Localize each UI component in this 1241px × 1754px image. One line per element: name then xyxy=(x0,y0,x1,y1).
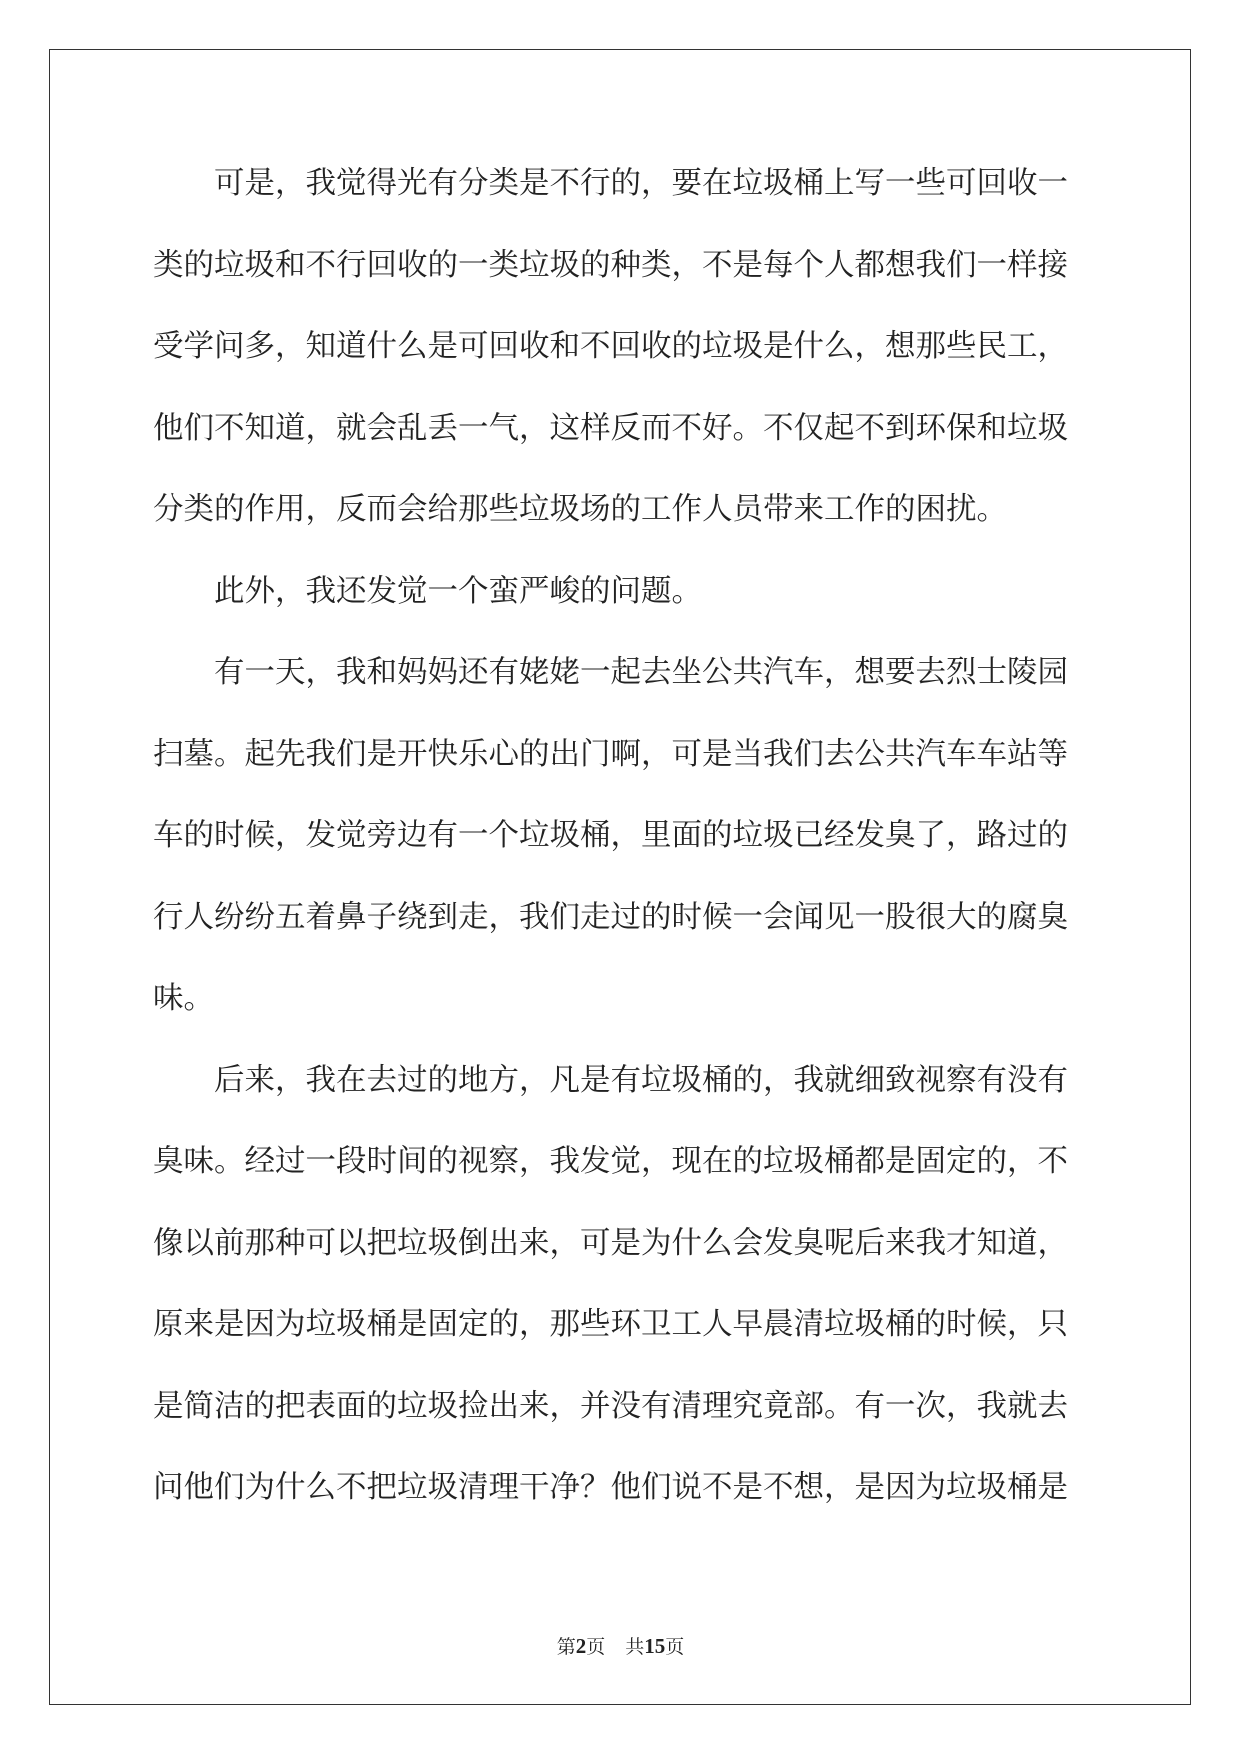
text-line: 扫墓。起先我们是开快乐心的出门啊，可是当我们去公共汽车车站等 xyxy=(153,736,1068,772)
text-line: 类的垃圾和不行回收的一类垃圾的种类，不是每个人都想我们一样接 xyxy=(153,247,1068,283)
document-body xyxy=(153,154,1088,1540)
text-line: 车的时候，发觉旁边有一个垃圾桶，里面的垃圾已经发臭了，路过的 xyxy=(153,818,1068,853)
page-suffix: 页 xyxy=(586,1636,606,1658)
text-line: 味。 xyxy=(153,981,214,1016)
total-prefix: 共 xyxy=(625,1636,645,1658)
text-line: 像以前那种可以把垃圾倒出来，可是为什么会发臭呢后来我才知道， xyxy=(153,1225,1068,1261)
text-line: 后来，我在去过的地方，凡是有垃圾桶的，我就细致视察有没有 xyxy=(153,1062,1068,1098)
text-line: 问他们为什么不把垃圾清理干净？他们说不是不想，是因为垃圾桶是 xyxy=(153,1470,1068,1505)
page-number: 2 xyxy=(575,1634,587,1658)
text-line: 可是，我觉得光有分类是不行的，要在垃圾桶上写一些可回收一 xyxy=(153,166,1068,201)
text-line: 臭味。经过一段时间的视察，我发觉，现在的垃圾桶都是固定的，不 xyxy=(153,1144,1068,1179)
total-pages: 15 xyxy=(644,1634,666,1658)
text-line: 他们不知道，就会乱丢一气，这样反而不好。不仅起不到环保和垃圾 xyxy=(153,410,1068,446)
text-line: 行人纷纷五着鼻子绕到走，我们走过的时候一会闻见一股很大的腐臭 xyxy=(153,899,1068,935)
text-line: 受学问多，知道什么是可回收和不回收的垃圾是什么，想那些民工， xyxy=(153,329,1068,364)
text-line: 是简洁的把表面的垃圾捡出来，并没有清理究竟部。有一次，我就去 xyxy=(153,1388,1068,1424)
page-prefix: 第 xyxy=(556,1636,576,1658)
text-line: 此外，我还发觉一个蛮严峻的问题。 xyxy=(153,573,702,609)
total-suffix: 页 xyxy=(665,1636,685,1658)
page-footer xyxy=(0,1632,1241,1659)
text-line: 有一天，我和妈妈还有姥姥一起去坐公共汽车，想要去烈士陵园 xyxy=(153,655,1068,690)
text-line: 原来是因为垃圾桶是固定的，那些环卫工人早晨清垃圾桶的时候，只 xyxy=(153,1307,1068,1342)
text-line: 分类的作用，反而会给那些垃圾场的工作人员带来工作的困扰。 xyxy=(153,492,1007,527)
